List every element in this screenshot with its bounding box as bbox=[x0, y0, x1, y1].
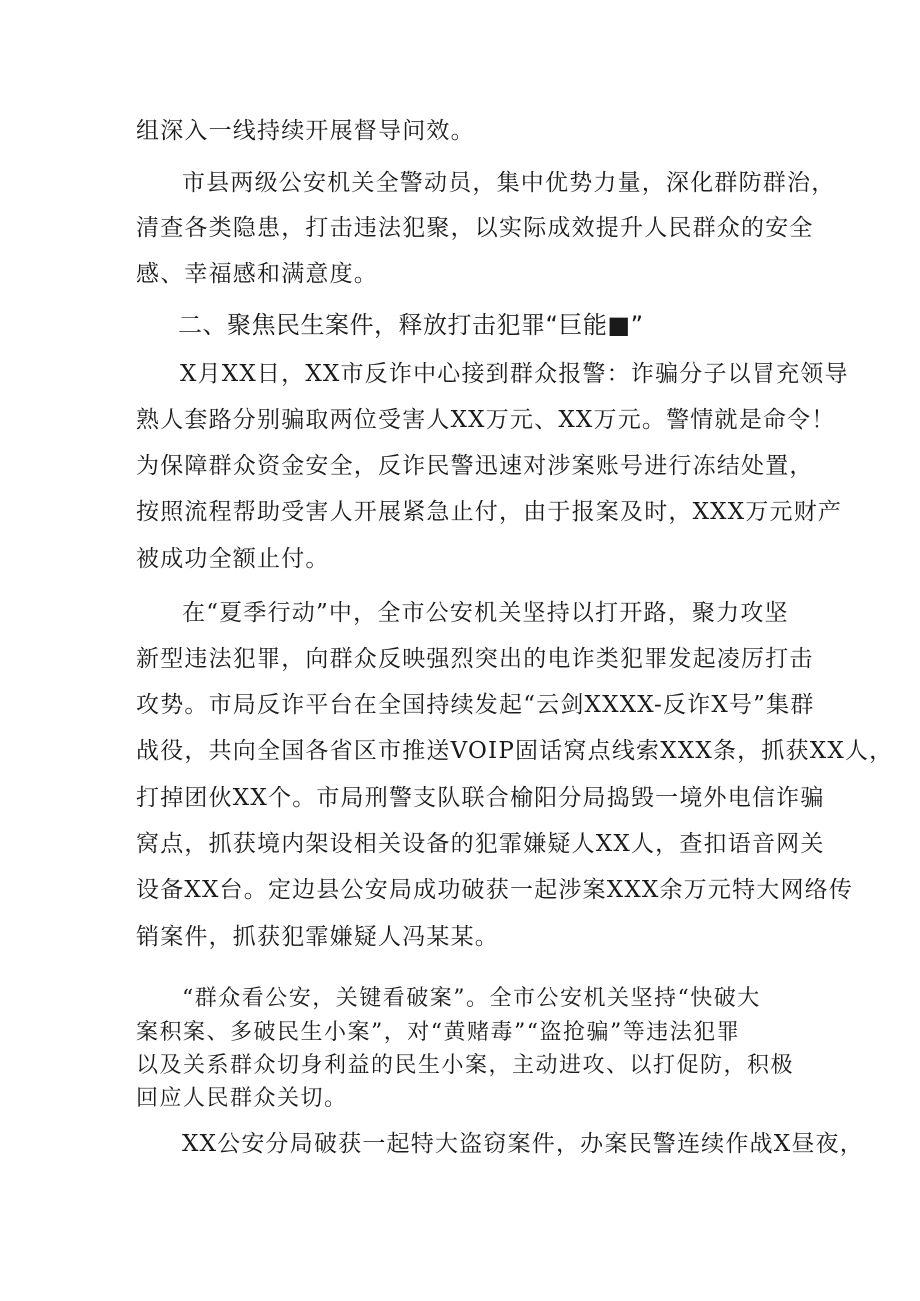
paragraph-line: 组深入一线持续开展督导问效。 bbox=[136, 118, 475, 144]
paragraph-line: 清查各类隐患，打击违法犯聚，以实际成效提升人民群众的安全 bbox=[136, 215, 814, 241]
paragraph-line: 熟人套路分别骗取两位受害人XX万元、XX万元。警情就是命令！ bbox=[136, 407, 836, 433]
paragraph-line: 销案件，抓获犯霏嫌疑人冯某某。 bbox=[136, 924, 499, 950]
paragraph-line: X月XX日，XX市反诈中心接到群众报警：诈骗分子以冒充领导 bbox=[180, 361, 849, 387]
paragraph-line: 案积案、多破民生小案”，对“黄赌毒”“盗抢骗”等违法犯罪 bbox=[136, 1020, 741, 1045]
paragraph-line: 被成功全额止付。 bbox=[136, 546, 330, 572]
paragraph-line: 新型违法犯罪，向群众反映强烈突出的电诈类犯罪发起凌厉打击 bbox=[136, 646, 814, 672]
paragraph-line: 窝点，抓获境内架设相关设备的犯霏嫌疑人XX人，查扣语音网关 bbox=[136, 831, 825, 857]
paragraph-line: 以及关系群众切身利益的民生小案，主动进攻、以打促防，积极 bbox=[136, 1053, 795, 1078]
paragraph-line: “群众看公安，关键看破案”。全市公安机关坚持“快破大 bbox=[182, 986, 761, 1011]
paragraph-line: 设备XX台。定边县公安局成功破获一起涉案XXX余万元特大网络传 bbox=[136, 877, 854, 903]
paragraph-line: 市县两级公安机关全警动员，集中优势力量，深化群防群治， bbox=[182, 170, 836, 196]
paragraph-line: 攻势。市局反诈平台在全国持续发起“云剑XXXX-反诈X号”集群 bbox=[136, 692, 815, 718]
paragraph-line: 回应人民群众关切。 bbox=[136, 1086, 348, 1111]
paragraph-line: 战役，共向全国各省区市推送VOIP固话窝点线索XXX条，抓获XX人， bbox=[136, 738, 894, 764]
paragraph-line: 感、幸福感和满意度。 bbox=[136, 261, 378, 287]
paragraph-line: XX公安分局破获一起特大盗窃案件，办案民警连续作战X昼夜， bbox=[182, 1131, 864, 1157]
paragraph-line: 打掉团伙XX个。市局刑警支队联合榆阳分局捣毁一境外电信诈骗 bbox=[136, 785, 825, 811]
paragraph-line: 按照流程帮助受害人开展紧急止付，由于报案及时，XXX万元财产 bbox=[136, 499, 843, 525]
section-heading: 二、聚焦民生案件，释放打击犯罪“巨能■” bbox=[178, 311, 644, 339]
paragraph-line: 在“夏季行动”中，全市公安机关坚持以打开路，聚力攻坚 bbox=[182, 600, 789, 626]
paragraph-line: 为保障群众资金安全，反诈民警迅速对涉案账号进行冻结处置， bbox=[136, 453, 814, 479]
